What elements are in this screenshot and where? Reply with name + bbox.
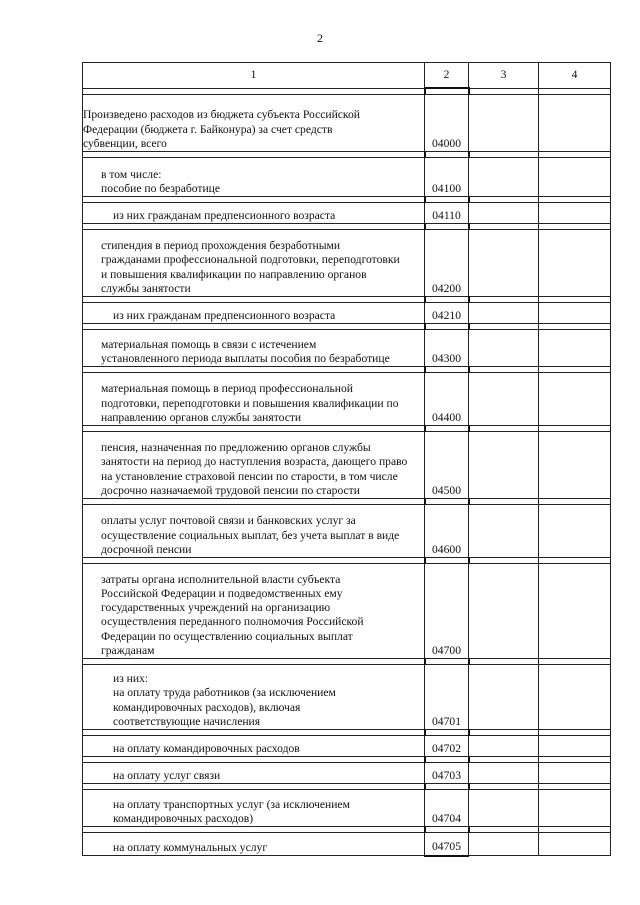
- table-row: [83, 330, 611, 367]
- row-code: 04700: [425, 564, 469, 659]
- row-label: [83, 665, 425, 730]
- value-cell-col-4[interactable]: [539, 790, 611, 827]
- row-label: [83, 833, 425, 856]
- value-cell-col-3[interactable]: [469, 432, 539, 499]
- row-code: 04100: [425, 158, 469, 197]
- value-cell-col-3[interactable]: [469, 763, 539, 784]
- header-col-3: 3: [469, 63, 539, 89]
- value-cell-col-4[interactable]: [539, 230, 611, 297]
- table-row: [83, 564, 611, 659]
- value-cell-col-4[interactable]: [539, 95, 611, 152]
- table-row: [83, 203, 611, 224]
- report-table: [82, 62, 611, 857]
- row-label-text: из них: на оплату труда работников (за исключением командировочных расходов), включая соответствующие начисления: [113, 672, 336, 728]
- table-row: [83, 303, 611, 324]
- row-code: 04300: [425, 330, 469, 367]
- value-cell-col-3[interactable]: [469, 158, 539, 197]
- row-label: [83, 505, 425, 558]
- row-label: [83, 564, 425, 659]
- value-cell-col-4[interactable]: [539, 203, 611, 224]
- row-label: [83, 432, 425, 499]
- row-code: 04500: [425, 432, 469, 499]
- row-code: 04704: [425, 790, 469, 827]
- table-row: [83, 736, 611, 757]
- value-cell-col-3[interactable]: [469, 330, 539, 367]
- row-label: [83, 763, 425, 784]
- value-cell-col-4[interactable]: [539, 158, 611, 197]
- row-code: 04400: [425, 373, 469, 426]
- row-code: 04210: [425, 303, 469, 324]
- header-col-4: 4: [539, 63, 611, 89]
- row-label-text: пенсия, назначенная по предложению органов службы занятости на период до наступления возраста, дающего право на установление страховой пенсии по старости, в том числе досрочно назначаемой трудовой пенсии по старости: [101, 441, 408, 497]
- table-row: [83, 833, 611, 856]
- row-label-text: материальная помощь в связи с истечением установленного периода выплаты пособия по безработице: [101, 337, 390, 365]
- row-label: [83, 158, 425, 197]
- row-label-text: на оплату коммунальных услуг: [113, 840, 268, 854]
- row-label: [83, 736, 425, 757]
- table-row: [83, 373, 611, 426]
- value-cell-col-3[interactable]: [469, 95, 539, 152]
- value-cell-col-4[interactable]: [539, 763, 611, 784]
- table-row: [83, 95, 611, 152]
- row-label-text: стипендия в период прохождения безработными гражданами профессиональной подготовки, переподготовки и повышения квалификации по направлению органов службы занятости: [101, 239, 400, 295]
- row-label-text: Произведено расходов из бюджета субъекта Российской Федерации (бюджета г. Байконура) за счет средств субвенции, всего: [83, 108, 360, 150]
- header-col-2: 2: [425, 63, 469, 89]
- row-label-text: затраты органа исполнительной власти субъекта Российской Федерации и подведомственных ему государственных учреждений на организацию осуществления переданного полномочия Российской Федерации по осуществлению социальных выплат гражданам: [101, 572, 364, 657]
- value-cell-col-4[interactable]: [539, 432, 611, 499]
- value-cell-col-3[interactable]: [469, 833, 539, 856]
- value-cell-col-3[interactable]: [469, 736, 539, 757]
- value-cell-col-4[interactable]: [539, 505, 611, 558]
- row-label: [83, 230, 425, 297]
- value-cell-col-3[interactable]: [469, 790, 539, 827]
- row-label-text: на оплату транспортных услуг (за исключением командировочных расходов): [113, 797, 350, 825]
- value-cell-col-4[interactable]: [539, 665, 611, 730]
- table-body: [83, 88, 611, 856]
- value-cell-col-4[interactable]: [539, 303, 611, 324]
- table-row: [83, 158, 611, 197]
- row-label-text: в том числе: пособие по безработице: [101, 167, 221, 195]
- row-label: [83, 373, 425, 426]
- value-cell-col-4[interactable]: [539, 373, 611, 426]
- value-cell-col-3[interactable]: [469, 505, 539, 558]
- table-row: [83, 432, 611, 499]
- row-code: 04600: [425, 505, 469, 558]
- row-label: [83, 95, 425, 152]
- row-code: 04110: [425, 203, 469, 224]
- row-code: 04702: [425, 736, 469, 757]
- header-row: [83, 63, 611, 89]
- table-row: [83, 790, 611, 827]
- row-label: [83, 303, 425, 324]
- value-cell-col-3[interactable]: [469, 303, 539, 324]
- row-label-text: из них гражданам предпенсионного возраста: [113, 308, 336, 322]
- page-number: 2: [317, 31, 323, 45]
- value-cell-col-3[interactable]: [469, 230, 539, 297]
- row-label-text: на оплату услуг связи: [113, 768, 221, 782]
- value-cell-col-3[interactable]: [469, 373, 539, 426]
- table-row: [83, 763, 611, 784]
- row-label-text: оплаты услуг почтовой связи и банковских услуг за осуществление социальных выплат, без учета выплат в виде досрочной пенсии: [101, 514, 400, 556]
- table-row: [83, 665, 611, 730]
- row-code: 04701: [425, 665, 469, 730]
- row-label-text: из них гражданам предпенсионного возраста: [113, 208, 336, 222]
- value-cell-col-4[interactable]: [539, 736, 611, 757]
- row-code: 04705: [425, 833, 469, 856]
- value-cell-col-4[interactable]: [539, 330, 611, 367]
- table-row: [83, 505, 611, 558]
- row-code: 04703: [425, 763, 469, 784]
- row-label-text: материальная помощь в период профессиональной подготовки, переподготовки и повышения квалификации по направлению органов службы занятости: [101, 382, 399, 424]
- row-code: 04000: [425, 95, 469, 152]
- row-label: [83, 203, 425, 224]
- value-cell-col-3[interactable]: [469, 564, 539, 659]
- row-label: [83, 330, 425, 367]
- header-col-1: 1: [83, 63, 425, 89]
- row-code: 04200: [425, 230, 469, 297]
- value-cell-col-4[interactable]: [539, 833, 611, 856]
- row-label-text: на оплату командировочных расходов: [113, 741, 300, 755]
- value-cell-col-3[interactable]: [469, 665, 539, 730]
- row-label: [83, 790, 425, 827]
- value-cell-col-4[interactable]: [539, 564, 611, 659]
- value-cell-col-3[interactable]: [469, 203, 539, 224]
- table-row: [83, 230, 611, 297]
